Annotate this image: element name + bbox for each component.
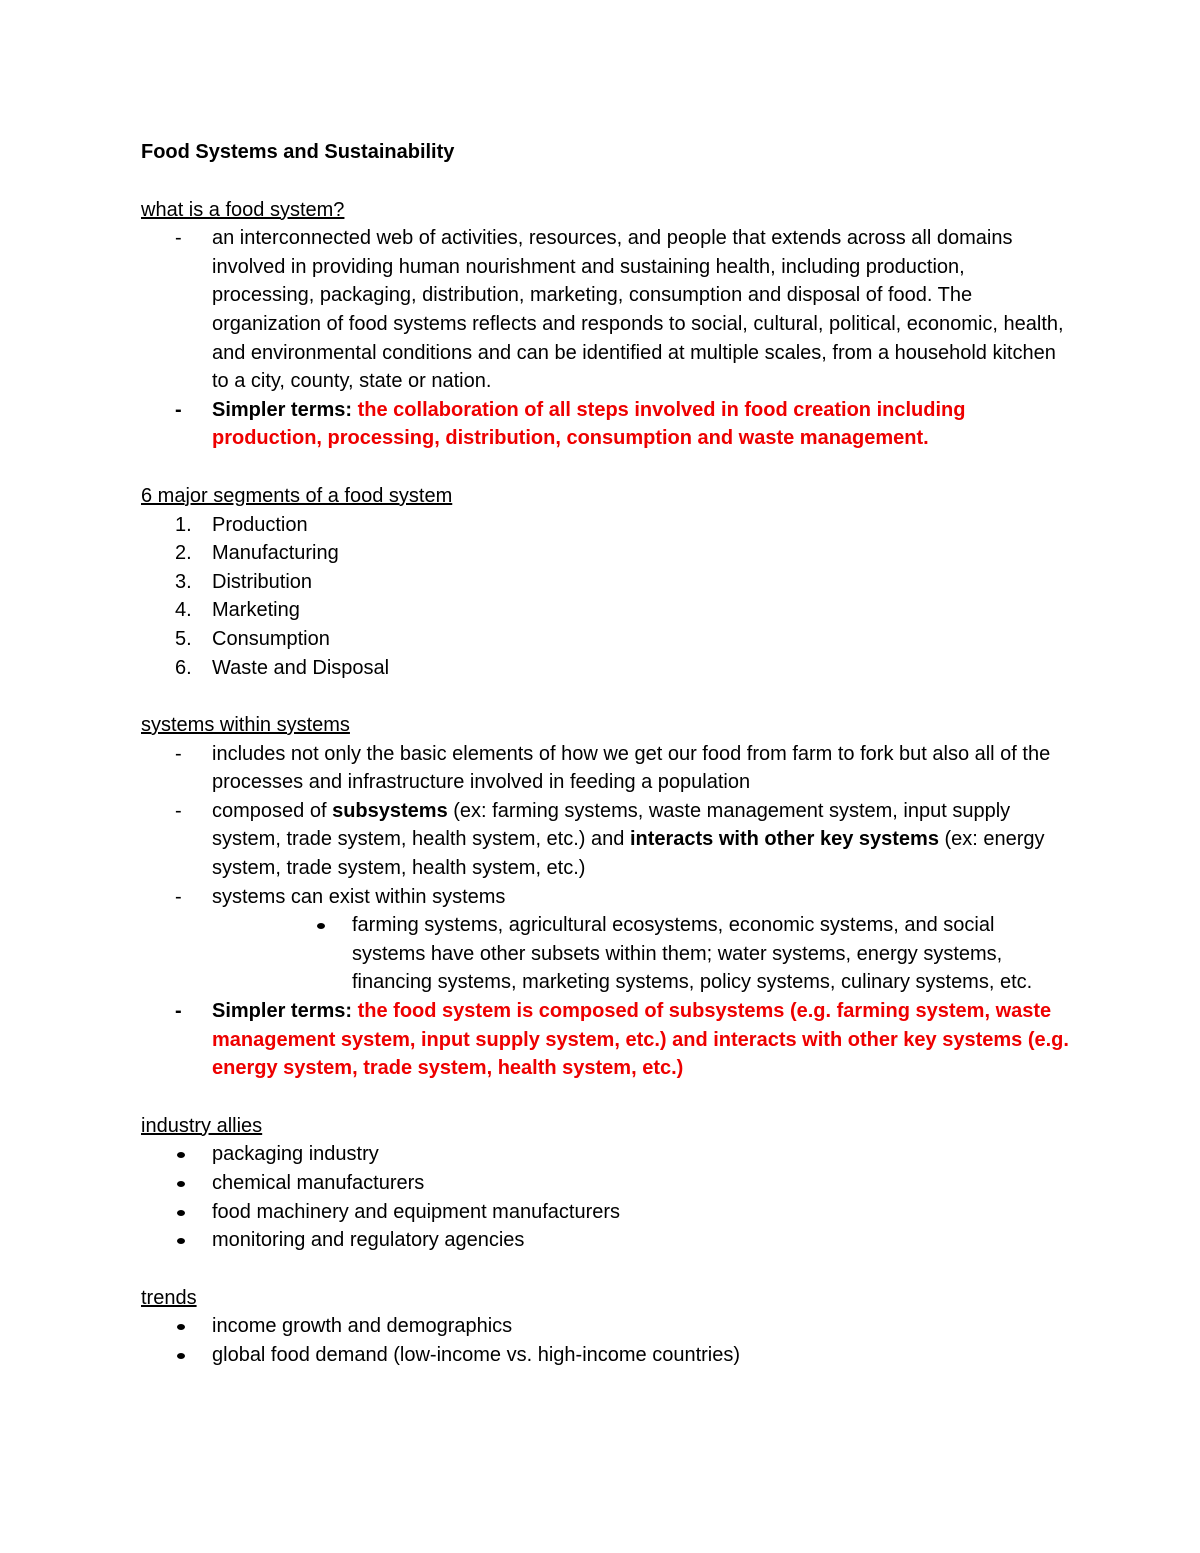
list-item-text: chemical manufacturers bbox=[212, 1172, 425, 1194]
sub-list-item bbox=[141, 911, 1071, 997]
list-item bbox=[141, 539, 1071, 568]
list-item bbox=[141, 797, 1071, 883]
section-heading: systems within systems bbox=[141, 714, 350, 737]
list-item bbox=[141, 1312, 1071, 1341]
list-number: 1. bbox=[175, 513, 192, 536]
list-item bbox=[141, 883, 1071, 912]
dash-marker: - bbox=[175, 398, 182, 421]
dash-marker: - bbox=[175, 227, 182, 250]
trends-list bbox=[141, 1312, 1071, 1369]
section-heading: industry allies bbox=[141, 1114, 263, 1137]
segment-label: Distribution bbox=[212, 570, 313, 593]
list-item bbox=[141, 1226, 1071, 1255]
document-title: Food Systems and Sustainability bbox=[141, 141, 455, 163]
bullet-icon bbox=[177, 1324, 185, 1330]
segment-label: Manufacturing bbox=[212, 542, 339, 565]
segment-label: Consumption bbox=[212, 627, 330, 650]
allies-list bbox=[141, 1140, 1071, 1254]
simpler-terms-text: the collaboration of all steps involved in food creation including production, processing, distribution, consumption and waste management. bbox=[212, 398, 966, 450]
segment-label: Waste and Disposal bbox=[212, 656, 390, 679]
list-item-text: monitoring and regulatory agencies bbox=[212, 1229, 525, 1252]
simpler-terms-label: Simpler terms: bbox=[212, 398, 353, 421]
bold-term-subsystems: subsystems bbox=[332, 799, 448, 822]
segment-label: Marketing bbox=[212, 599, 300, 622]
list-item-text: (ex: energy system, trade system, health system, etc.) bbox=[212, 828, 1045, 880]
bullet-icon bbox=[177, 1152, 185, 1158]
bullet-icon bbox=[177, 1210, 185, 1216]
list-item bbox=[141, 1198, 1071, 1227]
document-page bbox=[141, 138, 1071, 1399]
systems-list bbox=[141, 740, 1071, 1083]
list-item bbox=[141, 1140, 1071, 1169]
bullet-icon bbox=[317, 923, 325, 929]
list-item-text: packaging industry bbox=[212, 1143, 379, 1166]
list-number: 5. bbox=[175, 627, 192, 650]
list-item bbox=[141, 1341, 1071, 1370]
section-allies bbox=[141, 1112, 1071, 1255]
section-segments bbox=[141, 482, 1071, 682]
list-number: 3. bbox=[175, 570, 192, 593]
bullet-icon bbox=[177, 1181, 185, 1187]
section-trends bbox=[141, 1284, 1071, 1370]
definition-list bbox=[141, 224, 1071, 453]
list-item-text: systems can exist within systems bbox=[212, 885, 506, 908]
list-item bbox=[141, 625, 1071, 654]
list-item bbox=[141, 596, 1071, 625]
bullet-icon bbox=[177, 1353, 185, 1359]
section-heading: what is a food system? bbox=[141, 198, 345, 221]
dash-marker: - bbox=[175, 885, 182, 908]
simpler-terms-text: the food system is composed of subsystems (e.g. farming system, waste management system, input supply system, etc.) and interacts with other key systems (e.g. energy system, trade system, health system, etc.) bbox=[212, 1000, 1069, 1080]
list-item bbox=[141, 1169, 1071, 1198]
definition-text: an interconnected web of activities, resources, and people that extends across all domains involved in providing human nourishment and sustaining health, including production, processing, packaging, distribution, marketing, consumption and disposal of food. The organization of food systems reflects and responds to social, cultural, political, economic, health, and environmental conditions and can be identified at multiple scales, from a household kitchen to a city, county, state or nation. bbox=[212, 227, 1064, 393]
list-item bbox=[141, 511, 1071, 540]
list-item-text: composed of bbox=[212, 799, 333, 822]
simpler-terms-item bbox=[141, 396, 1071, 453]
list-item bbox=[141, 740, 1071, 797]
segments-list bbox=[141, 511, 1071, 683]
list-number: 4. bbox=[175, 599, 192, 622]
list-item-text: income growth and demographics bbox=[212, 1315, 513, 1338]
dash-marker: - bbox=[175, 799, 182, 822]
list-number: 6. bbox=[175, 656, 192, 679]
dash-marker: - bbox=[175, 1000, 182, 1023]
list-item bbox=[141, 654, 1071, 683]
list-item-text: food machinery and equipment manufacturers bbox=[212, 1200, 621, 1223]
list-item bbox=[141, 568, 1071, 597]
bullet-icon bbox=[177, 1238, 185, 1244]
section-systems bbox=[141, 711, 1071, 1083]
simpler-terms-item bbox=[141, 997, 1071, 1083]
list-number: 2. bbox=[175, 542, 192, 565]
list-item-text: includes not only the basic elements of how we get our food from farm to fork but also all of the processes and infrastructure involved in feeding a population bbox=[212, 742, 1051, 794]
segment-label: Production bbox=[212, 513, 308, 536]
simpler-terms-label: Simpler terms: bbox=[212, 1000, 353, 1023]
section-heading: trends bbox=[141, 1286, 197, 1309]
section-what-is bbox=[141, 196, 1071, 453]
section-heading: 6 major segments of a food system bbox=[141, 484, 453, 507]
list-item bbox=[141, 224, 1071, 396]
list-item-text: global food demand (low-income vs. high-income countries) bbox=[212, 1343, 741, 1366]
dash-marker: - bbox=[175, 742, 182, 765]
list-item-text: farming systems, agricultural ecosystems, economic systems, and social systems have other subsets within them; water systems, energy systems, financing systems, marketing systems, policy systems, culinary systems, etc. bbox=[352, 914, 1033, 994]
bold-term-interacts: interacts with other key systems bbox=[629, 828, 939, 851]
list-item-text: (ex: farming systems, waste management system, input supply system, trade system, health system, etc.) and bbox=[212, 799, 1011, 851]
